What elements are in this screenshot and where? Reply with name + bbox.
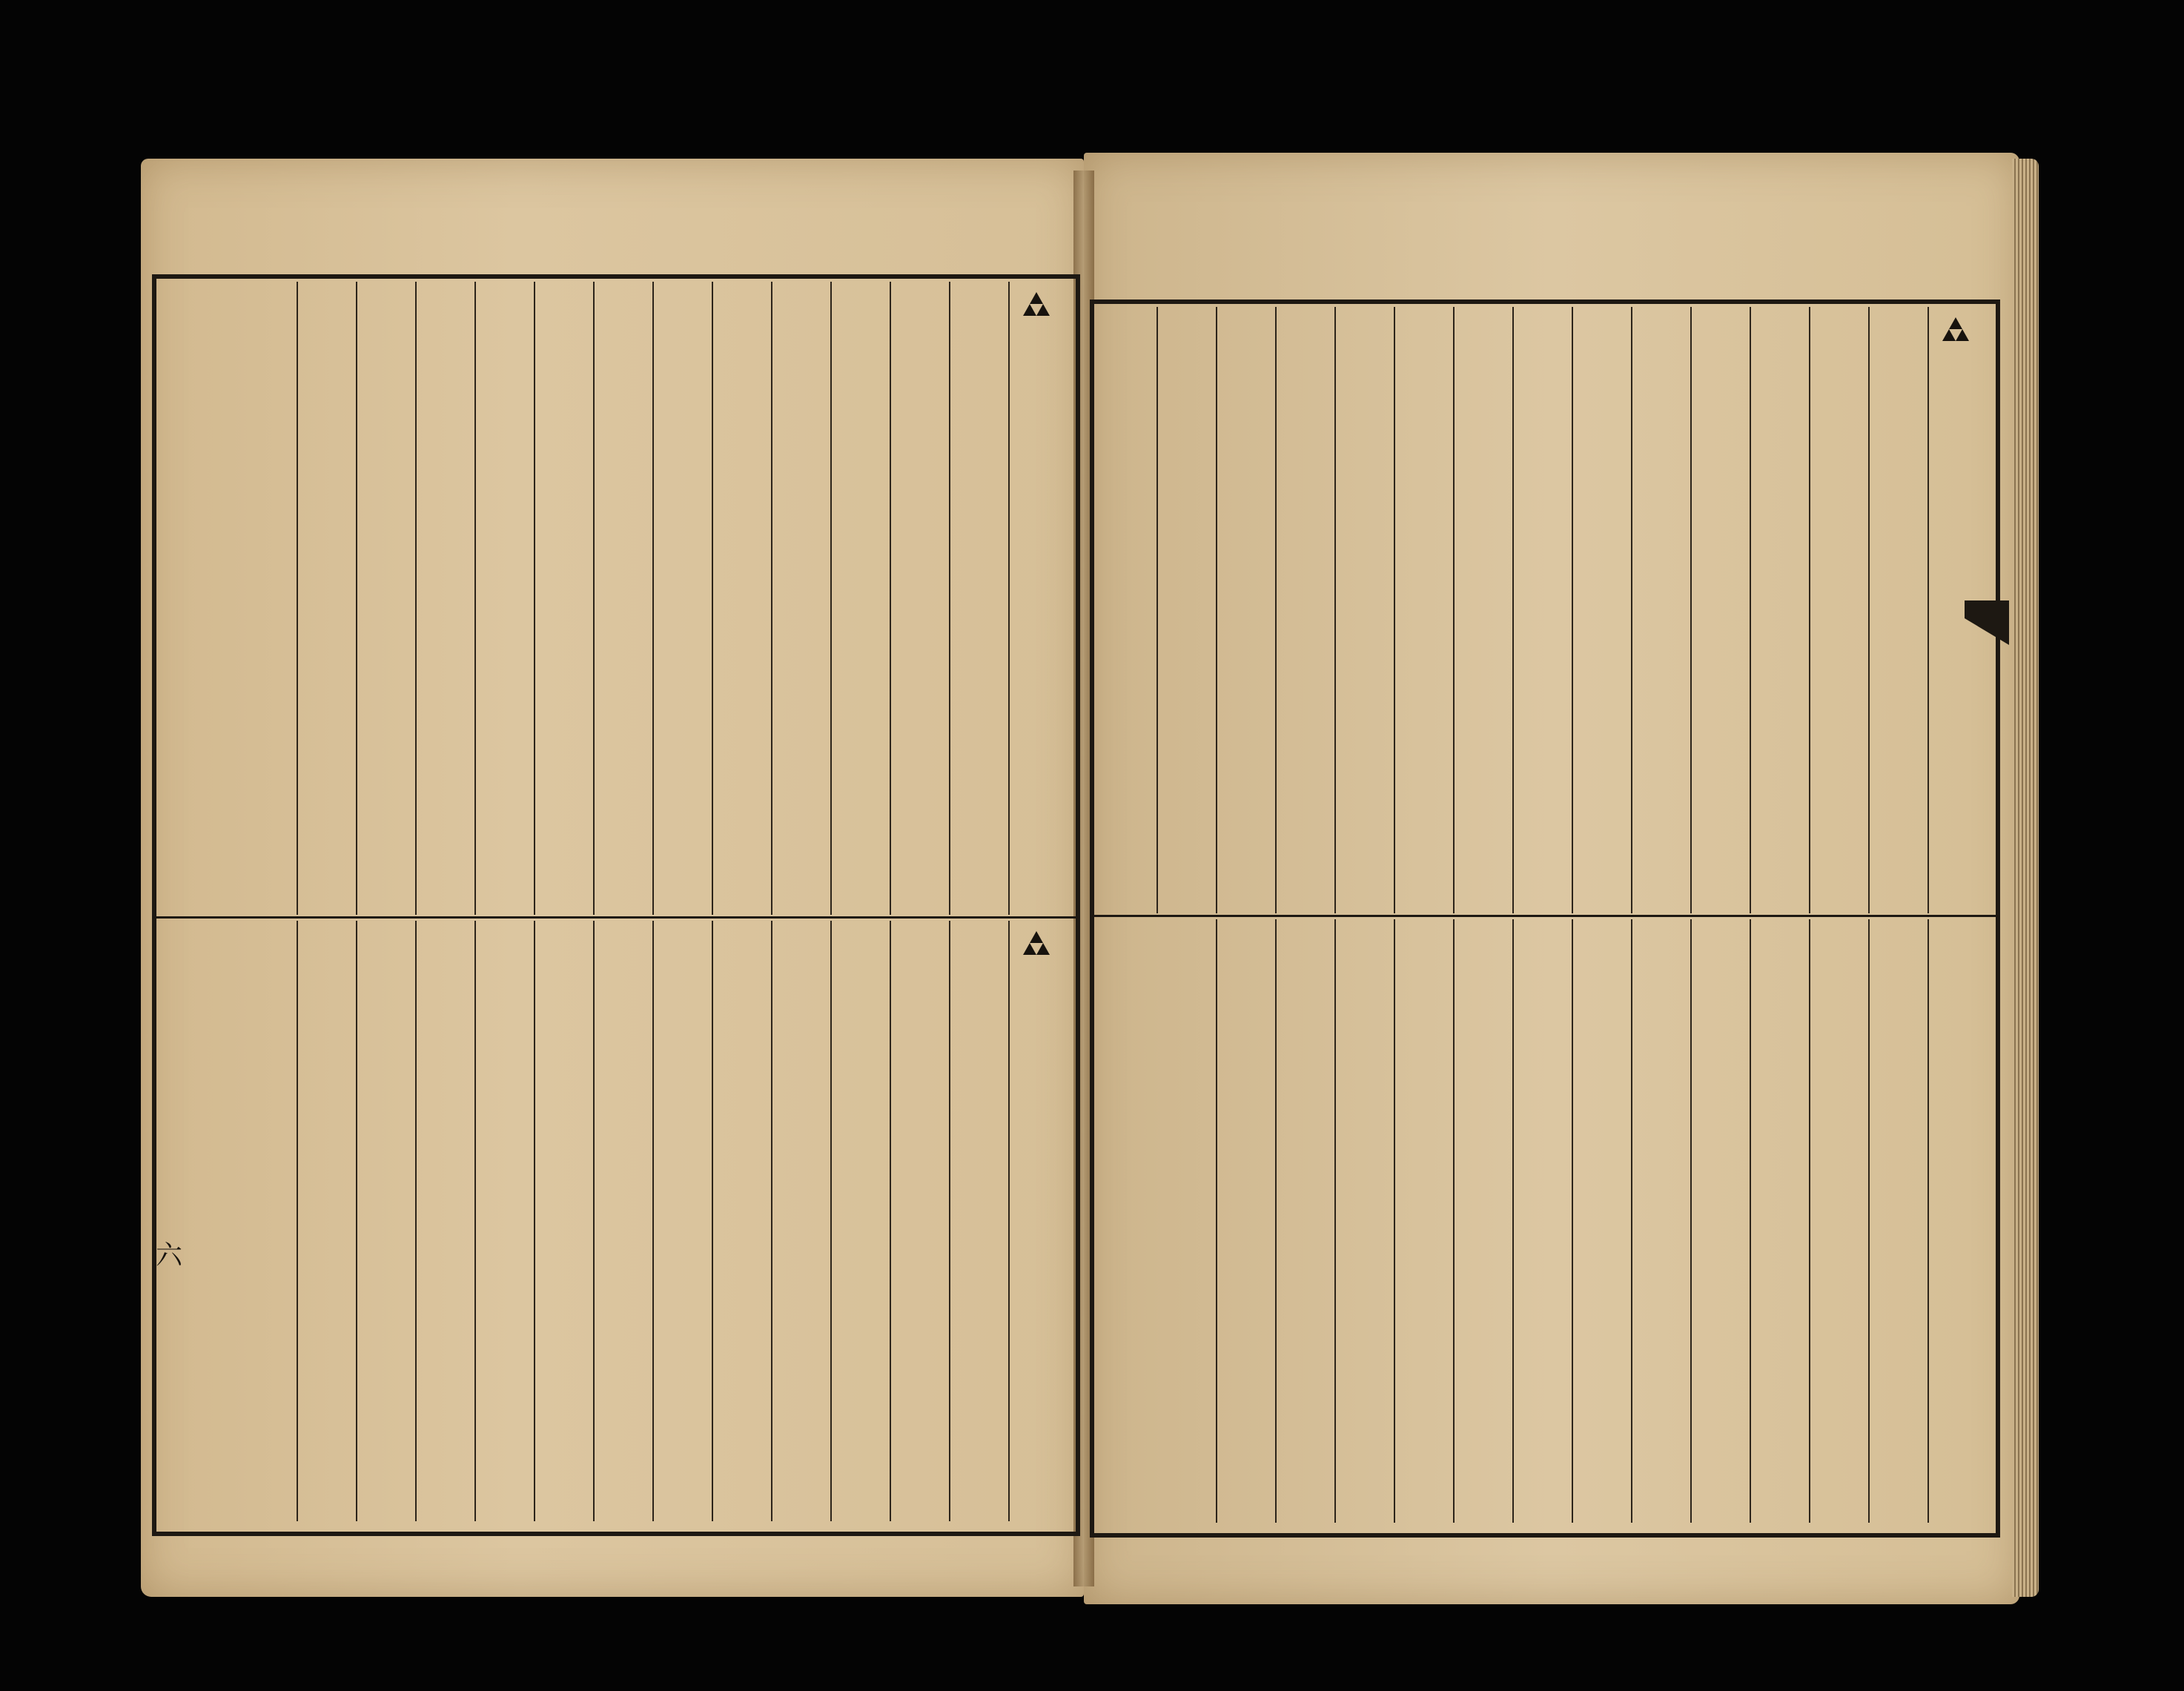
catalog-row [297, 282, 353, 915]
catalog-row [356, 282, 412, 915]
catalog-row [474, 282, 531, 915]
section-heading-column [1008, 921, 1065, 1521]
catalog-row [949, 282, 1005, 915]
catalog-row [1750, 919, 1806, 1523]
left-page-divider [156, 916, 1076, 919]
catalog-row [652, 921, 709, 1521]
catalog-row [1216, 919, 1272, 1523]
page-edges [2012, 159, 2039, 1597]
catalog-row [1750, 307, 1806, 913]
catalog-row [356, 921, 412, 1521]
catalog-row [1216, 307, 1272, 913]
catalog-row [1631, 307, 1687, 913]
catalog-row [1334, 307, 1391, 913]
catalog-row [1927, 919, 1984, 1523]
catalog-row [890, 921, 946, 1521]
catalog-row [1868, 919, 1925, 1523]
catalog-row [1334, 919, 1391, 1523]
catalog-row [1690, 307, 1747, 913]
catalog-row [771, 282, 827, 915]
catalog-row [1453, 919, 1509, 1523]
catalog-row [297, 921, 353, 1521]
section-heading-column [1927, 307, 1984, 913]
catalog-row [1275, 919, 1331, 1523]
catalog-row [890, 282, 946, 915]
catalog-row [1156, 307, 1213, 913]
catalog-row [534, 282, 590, 915]
catalog-row [830, 282, 887, 915]
catalog-row [1572, 307, 1628, 913]
catalog-row [1275, 307, 1331, 913]
section-heading-column [1008, 282, 1065, 915]
catalog-row [1394, 919, 1450, 1523]
catalog-row [415, 282, 471, 915]
catalog-row [712, 282, 768, 915]
catalog-row [1809, 919, 1865, 1523]
catalog-row [1809, 307, 1865, 913]
catalog-row [771, 921, 827, 1521]
catalog-row [949, 921, 1005, 1521]
catalog-row [1572, 919, 1628, 1523]
catalog-row [593, 921, 649, 1521]
catalog-row [534, 921, 590, 1521]
catalog-row [474, 921, 531, 1521]
catalog-row [1868, 307, 1925, 913]
catalog-row [1394, 307, 1450, 913]
catalog-row [712, 921, 768, 1521]
catalog-row [415, 921, 471, 1521]
catalog-row [1690, 919, 1747, 1523]
catalog-row [1631, 919, 1687, 1523]
catalog-row [593, 282, 649, 915]
catalog-row [652, 282, 709, 915]
catalog-row [1453, 307, 1509, 913]
catalog-row [830, 921, 887, 1521]
left-page-folio: 六 [156, 1240, 183, 1271]
right-page-divider [1094, 915, 1996, 917]
catalog-row [1512, 307, 1569, 913]
catalog-row [1512, 919, 1569, 1523]
